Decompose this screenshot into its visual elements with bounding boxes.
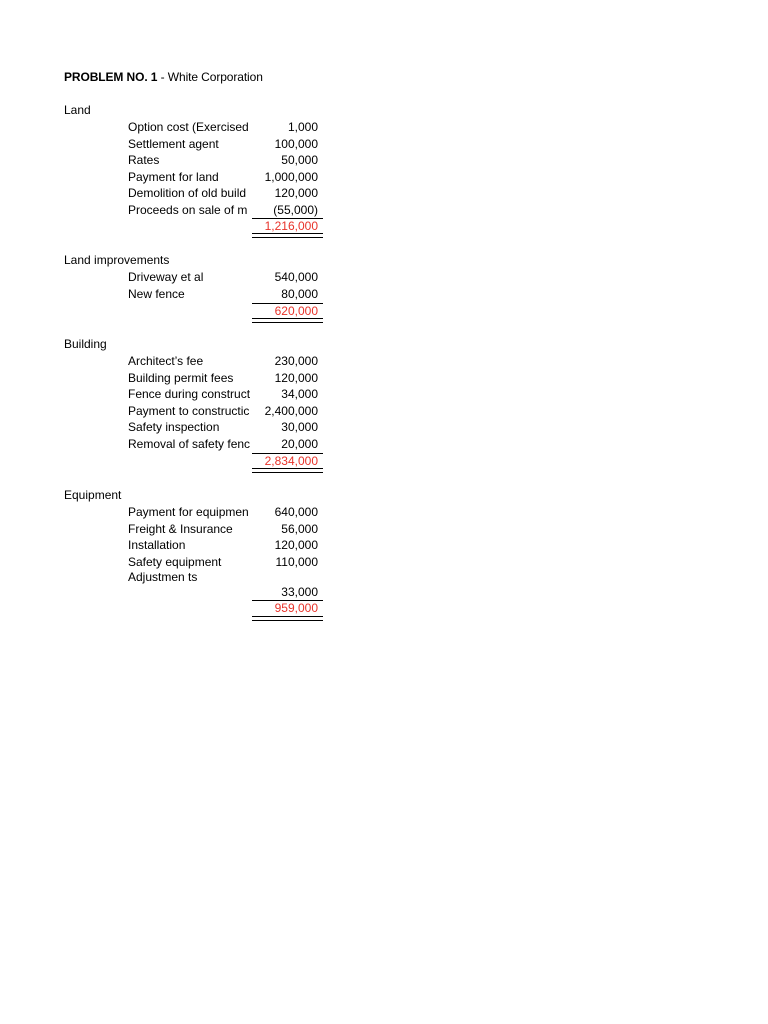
line-item-label: Adjustmen ts	[128, 570, 198, 584]
line-item-label: New fence	[128, 286, 185, 301]
line-item-label: Installation	[128, 538, 186, 552]
section-total-land: 1,216,000	[264, 219, 318, 233]
land-improvements-items	[0, 269, 768, 302]
line-item	[0, 436, 768, 453]
problem-label: PROBLEM NO. 1	[64, 70, 158, 84]
line-item-amount: 540,000	[274, 270, 318, 284]
section-heading-land-improvements: Land improvements	[64, 253, 170, 267]
line-item-label: Payment for land	[128, 169, 219, 184]
line-item-amount: 120,000	[274, 538, 318, 552]
line-item-amount: 100,000	[274, 136, 318, 151]
line-item-label: Payment to constructic	[128, 403, 250, 418]
line-item-label: Demolition of old build	[128, 186, 247, 200]
line-item	[0, 286, 768, 303]
double-underline	[252, 318, 323, 323]
line-item-amount: 640,000	[274, 505, 318, 519]
line-item-label: Driveway et al	[128, 270, 204, 284]
line-item-amount: 33,000	[281, 585, 318, 599]
line-item-amount: 120,000	[274, 370, 318, 385]
line-item	[0, 152, 768, 169]
double-underline	[252, 233, 323, 238]
line-item-label: Payment for equipmen	[128, 505, 249, 519]
line-item-amount: 1,000,000	[264, 169, 318, 184]
line-item-amount: 80,000	[281, 286, 318, 301]
line-item	[0, 537, 768, 554]
double-underline	[252, 616, 323, 621]
line-item-amount: 120,000	[274, 186, 318, 200]
line-item-amount: 110,000	[275, 554, 318, 569]
line-item-amount: 56,000	[281, 521, 318, 536]
line-item-label: Settlement agent	[128, 136, 219, 151]
line-item	[0, 386, 768, 403]
page-title	[64, 70, 263, 84]
line-item-label: Option cost (Exercised	[128, 120, 249, 134]
building-items	[0, 353, 768, 452]
equipment-items	[0, 504, 768, 600]
line-item-amount: 50,000	[281, 153, 318, 167]
line-item	[0, 353, 768, 370]
double-underline	[252, 468, 323, 473]
line-item	[0, 521, 768, 538]
line-item	[0, 202, 768, 219]
line-item-amount: 230,000	[274, 354, 318, 368]
land-items	[0, 119, 768, 218]
line-item	[0, 403, 768, 420]
line-item-label: Removal of safety fenc	[128, 436, 251, 451]
line-item	[0, 185, 768, 202]
line-item	[0, 370, 768, 387]
line-item	[0, 554, 768, 571]
line-item	[0, 504, 768, 521]
line-item-label: Freight & Insurance	[128, 521, 233, 536]
line-item-label: Safety equipment	[128, 554, 222, 569]
section-heading-equipment: Equipment	[64, 488, 122, 502]
line-item-amount: 34,000	[281, 387, 318, 401]
line-item-label: Fence during construct	[128, 387, 251, 401]
section-total-equipment: 959,000	[274, 601, 318, 615]
line-item-label: Building permit fees	[128, 370, 234, 385]
line-item-amount: 2,400,000	[264, 403, 318, 418]
line-item-amount: 1,000	[287, 120, 318, 134]
section-total-land-improvements: 620,000	[274, 304, 318, 318]
section-total-building: 2,834,000	[264, 454, 318, 468]
line-item-label: Safety inspection	[128, 420, 220, 434]
line-item-label: Proceeds on sale of m	[128, 202, 248, 217]
line-item	[0, 169, 768, 186]
line-item	[0, 119, 768, 136]
title-separator: -	[157, 70, 168, 84]
line-item-label: Architect’s fee	[128, 354, 204, 368]
line-item	[0, 136, 768, 153]
company-name: White Corporation	[167, 70, 263, 84]
line-item-amount: 30,000	[281, 420, 318, 434]
line-item	[0, 570, 768, 600]
line-item	[0, 419, 768, 436]
line-item	[0, 269, 768, 286]
line-item-label: Rates	[128, 153, 160, 167]
line-item-amount: (55,000)	[273, 202, 318, 217]
section-heading-land: Land	[64, 103, 91, 117]
section-heading-building: Building	[64, 337, 107, 351]
line-item-amount: 20,000	[281, 436, 318, 451]
